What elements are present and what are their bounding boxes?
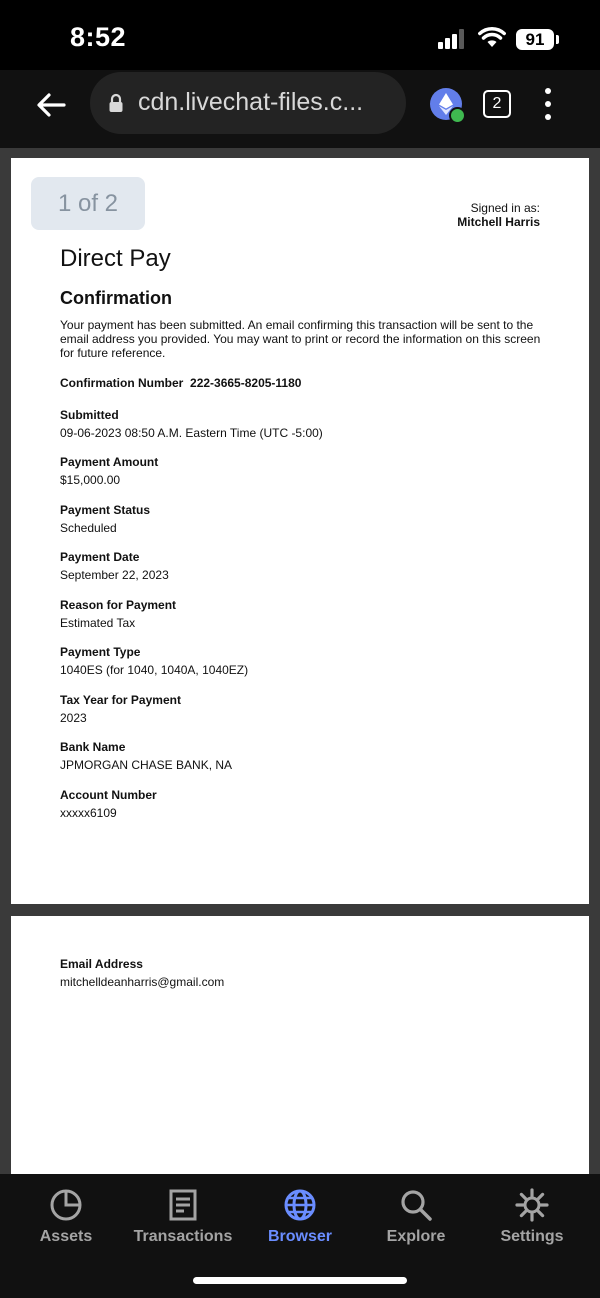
field-value: 2023: [60, 711, 87, 725]
field-label: Bank Name: [60, 740, 126, 754]
field-value: $15,000.00: [60, 473, 121, 487]
field-account-number: [60, 788, 157, 820]
pie-chart-icon: [49, 1188, 83, 1222]
confirmation-number: 222-3665-8205-1180: [190, 376, 302, 390]
tab-label: Browser: [267, 1228, 333, 1245]
back-arrow-icon[interactable]: [34, 88, 68, 122]
tab-label: Assets: [39, 1228, 93, 1245]
page-counter: 1 of 2: [31, 177, 145, 230]
field-value: JPMORGAN CHASE BANK, NA: [60, 758, 233, 772]
field-label: Payment Type: [60, 645, 141, 659]
gear-icon: [515, 1188, 549, 1222]
page-title: Direct Pay: [60, 245, 171, 272]
pdf-page-2: [11, 916, 589, 1174]
confirmation-number-row: [60, 376, 301, 390]
tab-browser[interactable]: [240, 1188, 360, 1246]
field-value: mitchelldeanharris@gmail.com: [60, 975, 225, 989]
connected-status-dot: [449, 107, 466, 124]
signed-in-name: Mitchell Harris: [457, 215, 540, 229]
field-submitted: [60, 408, 323, 440]
pdf-viewer[interactable]: [0, 148, 600, 1174]
tab-label: Settings: [500, 1228, 564, 1245]
battery-icon: [556, 35, 559, 44]
field-value: September 22, 2023: [60, 568, 169, 582]
intro-text: Your payment has been submitted. An email confirming this transaction will be sent to the email address you provided. You may want to print or record the information on this screen for future reference.: [60, 318, 541, 360]
home-indicator: [193, 1277, 407, 1284]
address-bar[interactable]: [90, 72, 406, 134]
field-label: Payment Amount: [60, 455, 159, 469]
field-payment-type: [60, 645, 248, 677]
more-menu-icon[interactable]: [540, 88, 556, 120]
field-payment-status: [60, 503, 150, 535]
field-payment-amount: [60, 455, 158, 487]
status-time: 8:52: [70, 22, 127, 52]
search-icon: [399, 1188, 433, 1222]
signed-in-label: Signed in as:: [470, 201, 540, 215]
field-value: xxxxx6109: [60, 806, 117, 820]
tabs-button[interactable]: 2: [483, 90, 511, 118]
field-bank-name: [60, 740, 232, 772]
field-value: 1040ES (for 1040, 1040A, 1040EZ): [60, 663, 249, 677]
field-label: Reason for Payment: [60, 598, 177, 612]
lock-icon: [108, 93, 124, 113]
field-label: Account Number: [60, 788, 157, 802]
cellular-signal-icon: [438, 29, 466, 49]
globe-icon: [283, 1188, 317, 1222]
tab-transactions[interactable]: [123, 1188, 243, 1246]
tab-label: Explore: [386, 1228, 446, 1245]
url-text: cdn.livechat-files.c...: [138, 88, 364, 116]
browser-toolbar: [0, 70, 600, 148]
tab-label: Transactions: [133, 1228, 233, 1245]
wifi-icon: [478, 26, 506, 48]
field-value: Estimated Tax: [60, 616, 136, 630]
section-heading: Confirmation: [60, 288, 172, 308]
pdf-page-1: [11, 158, 589, 904]
document-icon: [166, 1188, 200, 1222]
field-label: Submitted: [60, 408, 119, 422]
field-email-address: [60, 957, 224, 989]
field-tax-year: [60, 693, 181, 725]
field-payment-date: [60, 550, 169, 582]
field-value: 09-06-2023 08:50 A.M. Eastern Time (UTC -5:00): [60, 426, 323, 440]
status-bar: [0, 0, 600, 70]
field-label: Payment Status: [60, 503, 151, 517]
field-label: Email Address: [60, 957, 143, 971]
tab-assets[interactable]: [6, 1188, 126, 1246]
field-label: Tax Year for Payment: [60, 693, 181, 707]
tab-settings[interactable]: [472, 1188, 592, 1246]
confirmation-label: Confirmation Number: [60, 376, 184, 390]
field-label: Payment Date: [60, 550, 140, 564]
tab-explore[interactable]: [356, 1188, 476, 1246]
field-reason-for-payment: [60, 598, 176, 630]
battery-level: 91: [516, 29, 554, 50]
field-value: Scheduled: [60, 521, 117, 535]
